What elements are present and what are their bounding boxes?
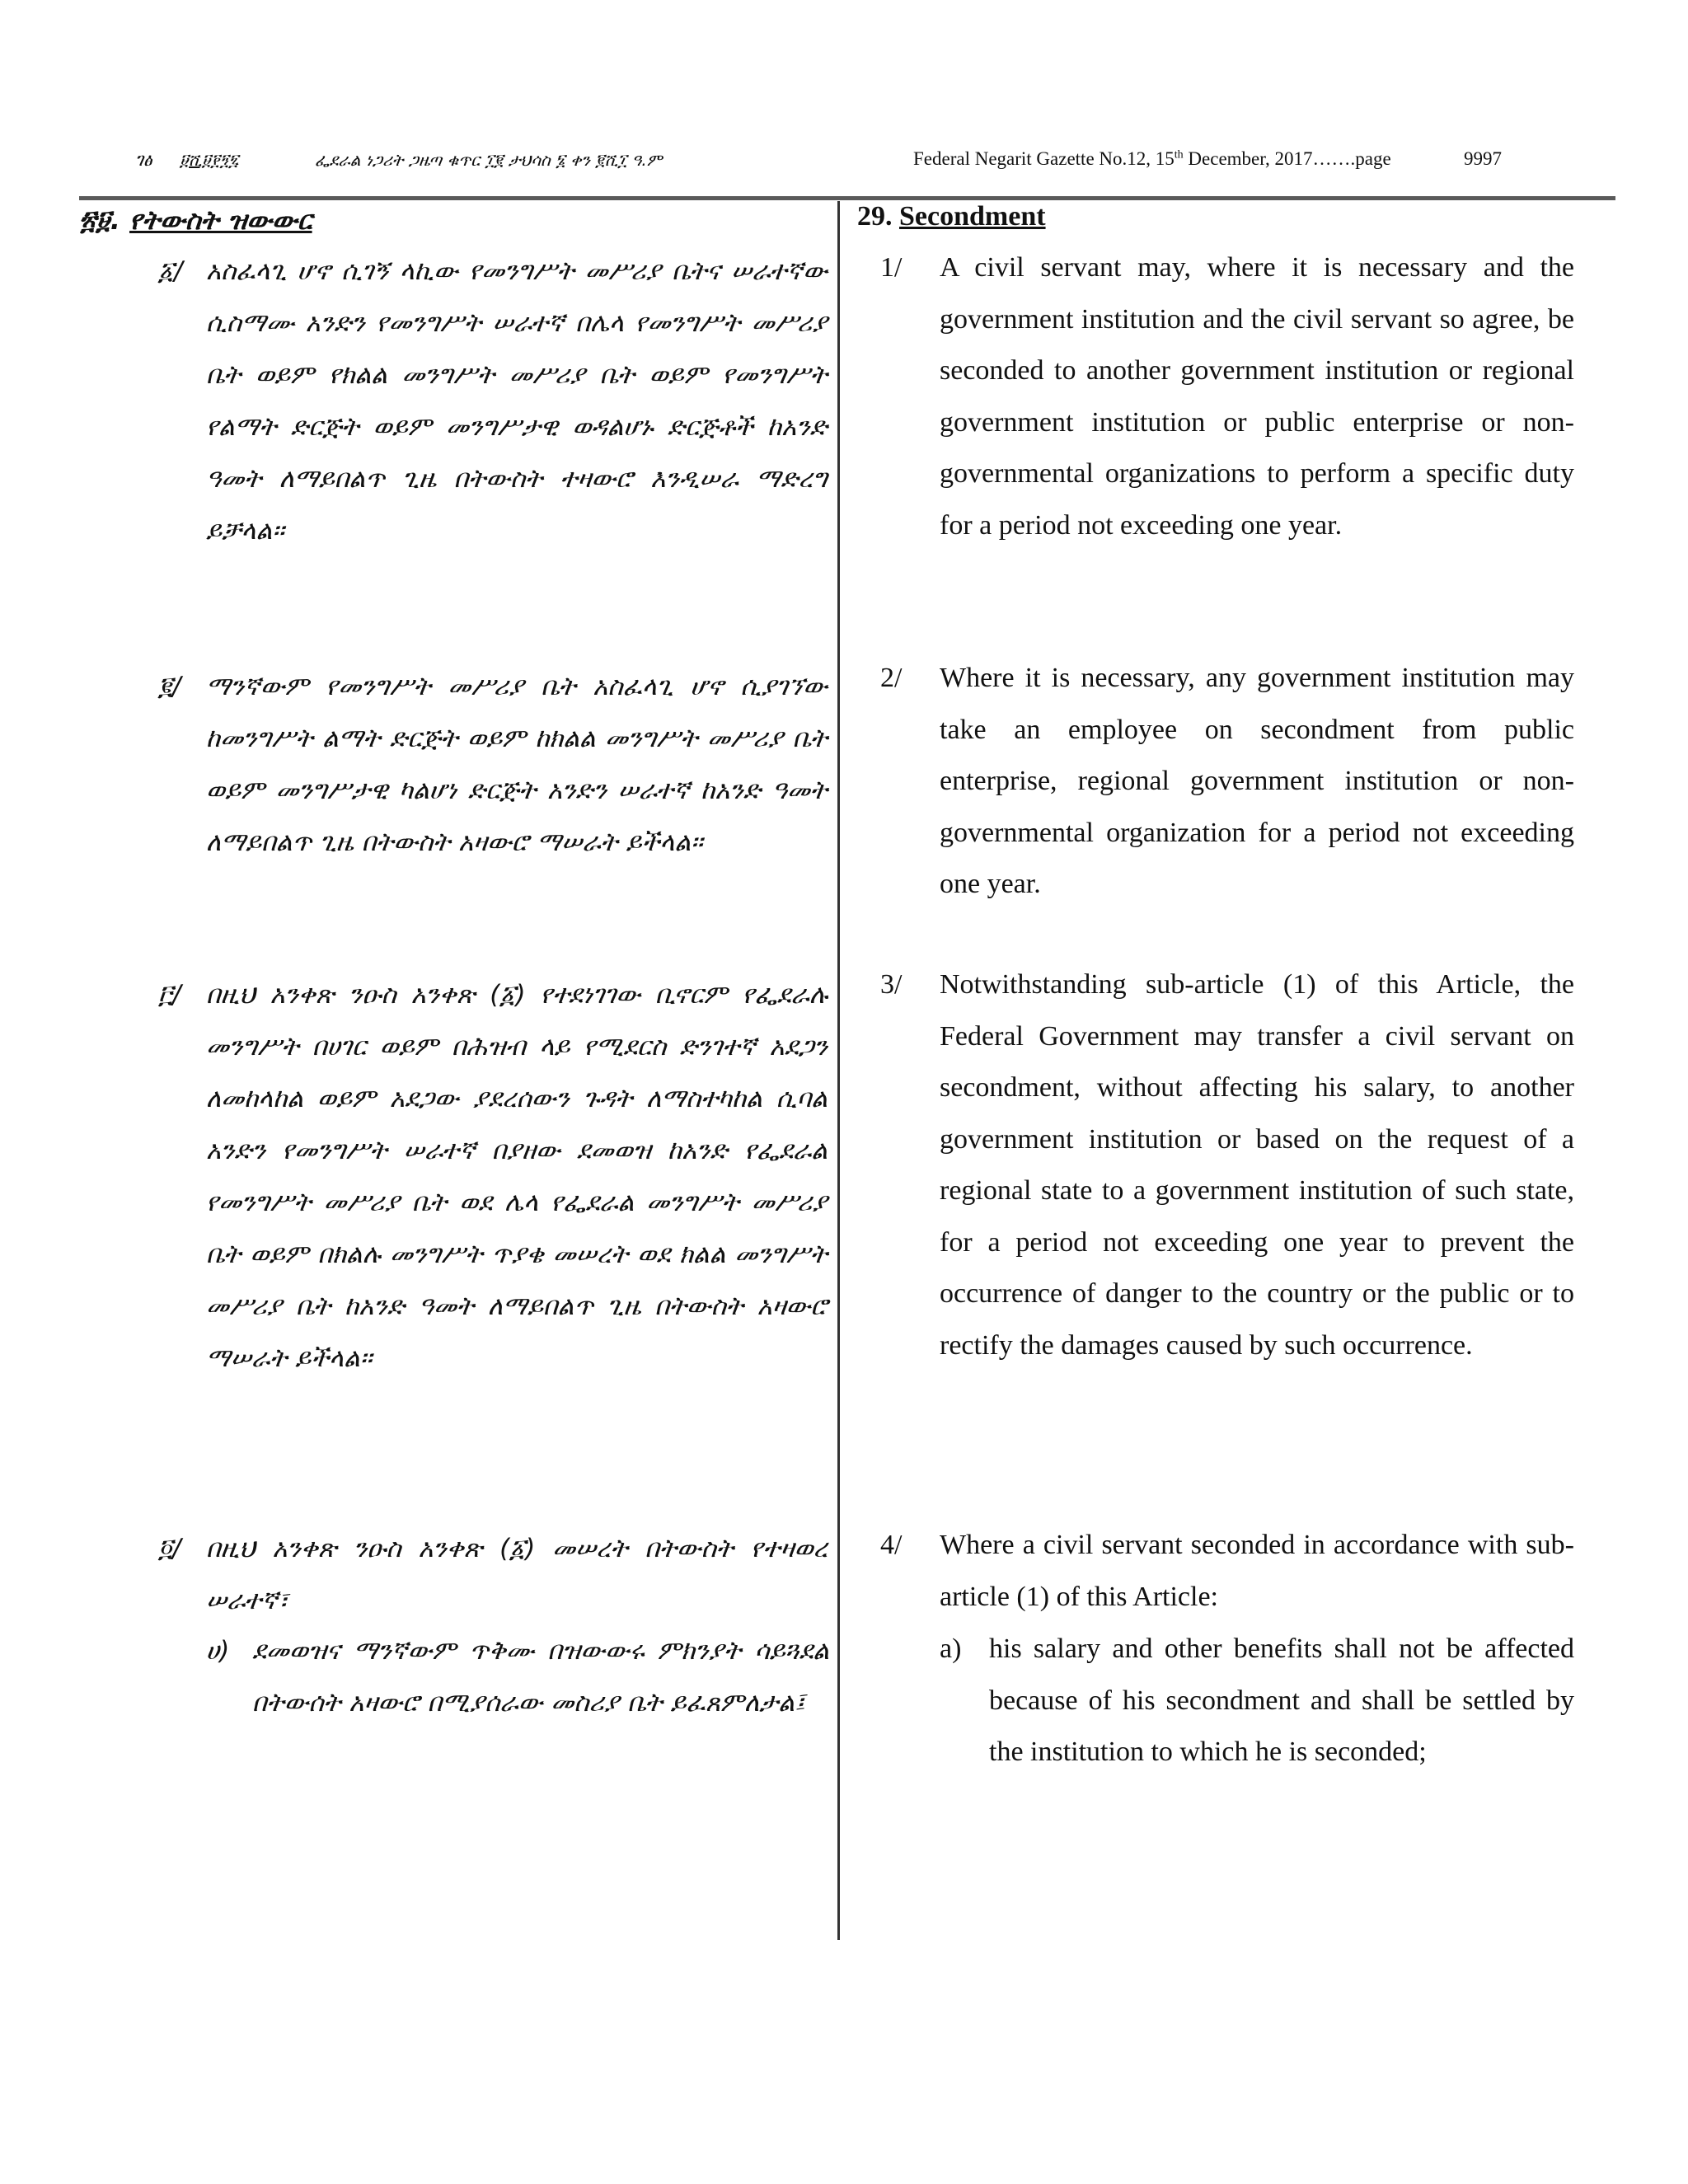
- header-rule: [79, 196, 1615, 200]
- header-page-number: 9997: [1464, 148, 1502, 169]
- article-title-english: 29. Secondment: [857, 201, 1046, 232]
- header-gazette-title-english: Federal Negarit Gazette No.12, 15th December, 2017…….page: [913, 148, 1391, 169]
- header-gazette-title-amharic: ፌደራል ነጋሪት ጋዜጣ ቁጥር ፲፪ ታህሳስ ፮ ቀን ፪ሺ፲ ዓ.ም: [315, 150, 663, 170]
- header-page-number-amharic: ፱ሺ፱፻፺፯: [180, 150, 239, 170]
- header-page-label: ገፅ: [135, 150, 152, 171]
- column-divider: [837, 201, 840, 1940]
- article-title-amharic: ፳፱. የትውስት ዝውውር: [79, 204, 312, 236]
- page-header: [130, 145, 1606, 178]
